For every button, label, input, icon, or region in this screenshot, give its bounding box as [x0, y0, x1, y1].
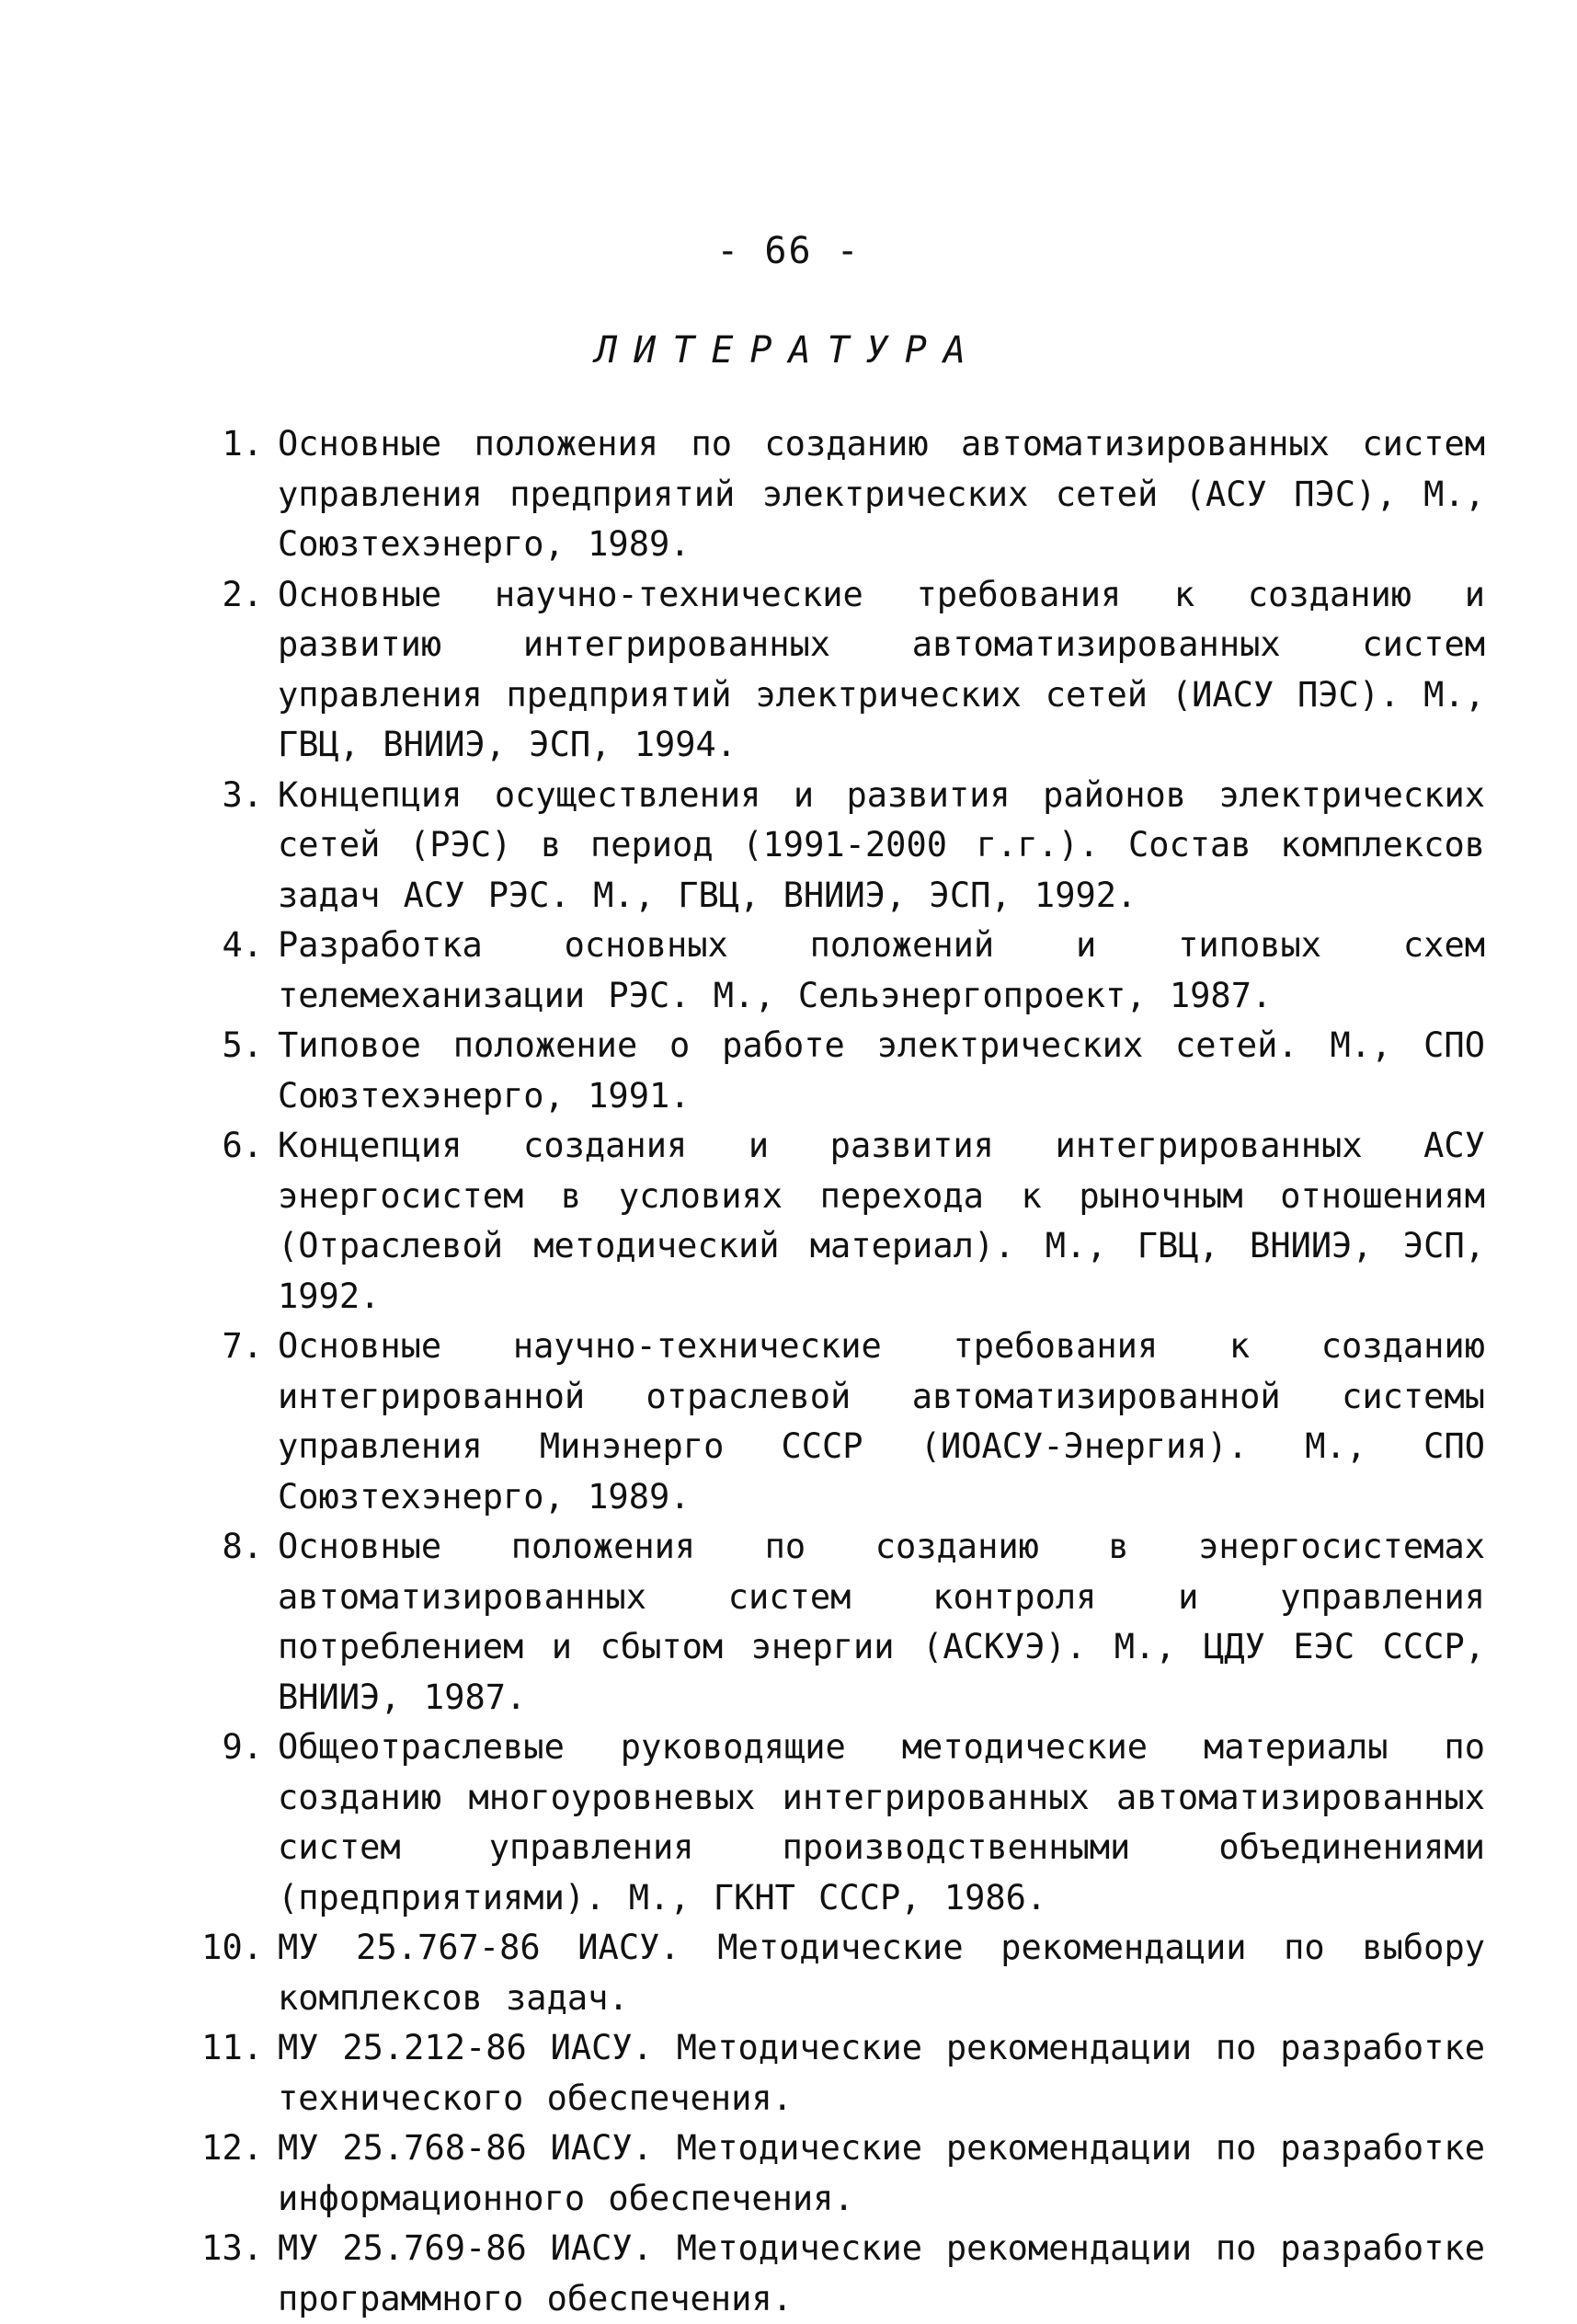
reference-number: 8. — [222, 1527, 263, 1566]
reference-text: МУ 25.769-86 ИАСУ. Методические рекомендации по разработке программного обеспечения. — [278, 2228, 1485, 2318]
reference-number: 11. — [201, 2028, 263, 2067]
reference-item — [175, 2224, 1485, 2324]
reference-number: 2. — [222, 574, 263, 614]
reference-text: Концепция создания и развития интегрированных АСУ энергосистем в условиях перехода к рыночным отношениям (Отраслевой методический материал). М., ГВЦ, ВНИИЭ, ЭСП, 1992. — [278, 1126, 1485, 1316]
reference-text: МУ 25.212-86 ИАСУ. Методические рекомендации по разработке технического обеспечения. — [278, 2028, 1485, 2118]
reference-item — [175, 1021, 1485, 1121]
reference-text: Типовое положение о работе электрических сетей. М., СПО Союзтехэнерго, 1991. — [278, 1025, 1485, 1116]
reference-number: 5. — [222, 1025, 263, 1065]
reference-number: 3. — [222, 774, 263, 815]
reference-text: МУ 25.767-86 ИАСУ. Методические рекомендации по выбору комплексов задач. — [278, 1928, 1485, 2018]
reference-text: Разработка основных положений и типовых схем телемеханизации РЭС. М., Сельэнергопроект, 1987. — [278, 925, 1485, 1015]
reference-number: 13. — [201, 2228, 263, 2268]
reference-number: 12. — [201, 2128, 263, 2168]
reference-text: Концепция осуществления и развития районов электрических сетей (РЭС) в период (1991-2000 г.г.). Состав комплексов задач АСУ РЭС. М., ГВЦ, ВНИИЭ, ЭСП, 1992. — [278, 774, 1485, 915]
reference-item — [175, 1121, 1485, 1322]
reference-number: 9. — [222, 1727, 263, 1767]
reference-number: 4. — [222, 925, 263, 965]
reference-text: Основные научно-технические требования к созданию и развитию интегрированных автоматизированных систем управления предприятий электрических сетей (ИАСУ ПЭС). М., ГВЦ, ВНИИЭ, ЭСП, 1994. — [278, 574, 1485, 764]
section-heading: ЛИТЕРАТУРА — [595, 329, 982, 372]
reference-item — [175, 1322, 1485, 1522]
reference-item — [175, 771, 1485, 922]
reference-item — [175, 2023, 1485, 2124]
reference-item — [175, 921, 1485, 1021]
reference-item — [175, 1522, 1485, 1723]
page-number: - 66 - — [716, 230, 861, 272]
reference-number: 1. — [222, 424, 263, 464]
reference-text: Основные положения по созданию в энергосистемах автоматизированных систем контроля и управления потреблением и сбытом энергии (АСКУЭ). М., ЦДУ ЕЭС СССР, ВНИИЭ, 1987. — [278, 1527, 1485, 1717]
reference-list — [175, 419, 1485, 2324]
reference-item — [175, 1923, 1485, 2023]
reference-number: 6. — [222, 1126, 263, 1165]
reference-item — [175, 1723, 1485, 1923]
reference-text: МУ 25.768-86 ИАСУ. Методические рекомендации по разработке информационного обеспечения. — [278, 2128, 1485, 2218]
reference-number: 10. — [201, 1928, 263, 1967]
reference-number: 7. — [222, 1326, 263, 1366]
reference-text: Общеотраслевые руководящие методические материалы по созданию многоуровневых интегрированных автоматизированных систем управления производственными объединениями (предприятиями). М., ГКНТ СССР, 1986. — [278, 1727, 1485, 1918]
reference-text: Основные положения по созданию автоматизированных систем управления предприятий электрических сетей (АСУ ПЭС), М., Союзтехэнерго, 1989. — [278, 424, 1485, 564]
reference-item — [175, 419, 1485, 570]
reference-item — [175, 570, 1485, 771]
reference-item — [175, 2124, 1485, 2224]
reference-text: Основные научно-технические требования к созданию интегрированной отраслевой автоматизированной системы управления Минэнерго СССР (ИОАСУ-Энергия). М., СПО Союзтехэнерго, 1989. — [278, 1326, 1485, 1517]
